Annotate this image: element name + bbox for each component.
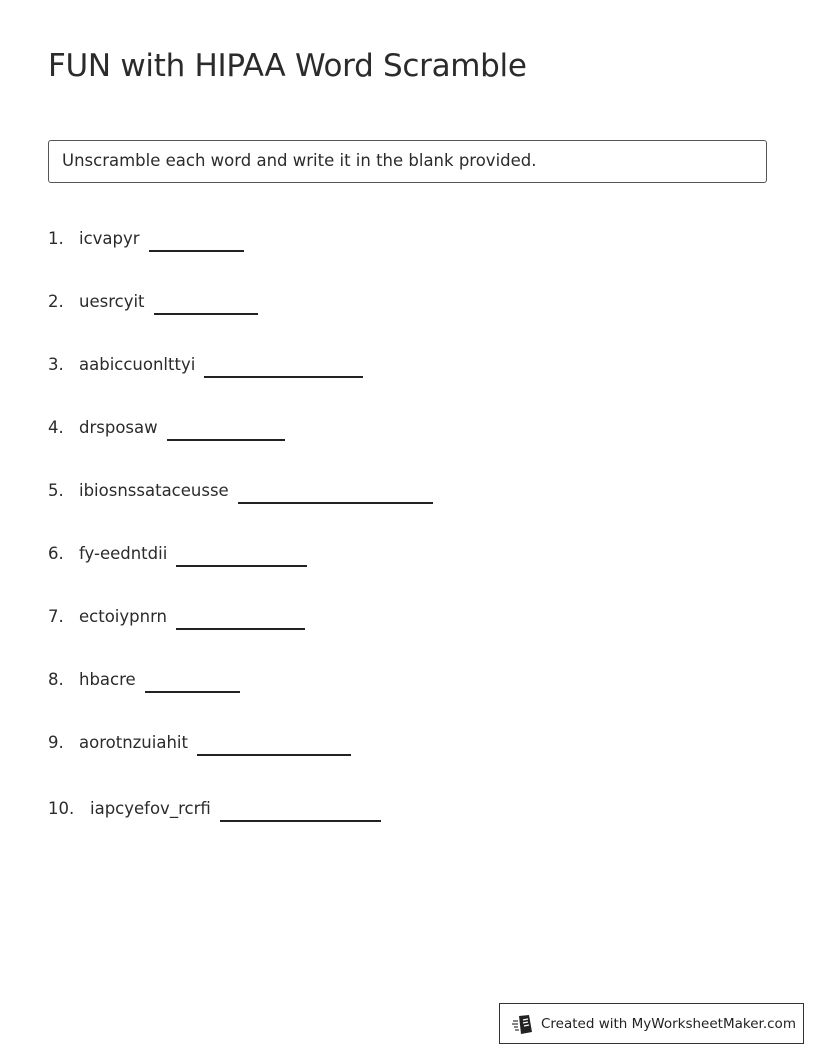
scrambled-word: hbacre <box>79 670 136 689</box>
answer-blank[interactable] <box>220 819 381 822</box>
list-item <box>48 794 381 818</box>
answer-blank[interactable] <box>149 249 244 252</box>
scrambled-word: fy-eedntdii <box>79 544 168 563</box>
scrambled-word: iapcyefov_rcrfi <box>90 799 211 818</box>
item-number: 9. <box>48 733 64 752</box>
list-item <box>48 350 363 374</box>
worksheet-logo-icon <box>512 1013 534 1035</box>
answer-blank[interactable] <box>204 375 363 378</box>
footer-text: Created with MyWorksheetMaker.com <box>541 1015 796 1032</box>
scrambled-word: ibiosnssataceusse <box>79 481 229 500</box>
item-number: 7. <box>48 607 64 626</box>
list-item <box>48 728 351 752</box>
instructions-box <box>48 140 767 183</box>
item-number: 1. <box>48 229 64 248</box>
answer-blank[interactable] <box>167 438 285 441</box>
item-number: 10. <box>48 799 75 818</box>
scrambled-word: aabiccuonlttyi <box>79 355 196 374</box>
item-number: 8. <box>48 670 64 689</box>
answer-blank[interactable] <box>154 312 258 315</box>
list-item <box>48 665 240 689</box>
page-title: FUN with HIPAA Word Scramble <box>48 48 527 84</box>
answer-blank[interactable] <box>197 753 351 756</box>
list-item <box>48 224 244 248</box>
footer-credit[interactable] <box>499 1003 804 1044</box>
instructions-text: Unscramble each word and write it in the blank provided. <box>62 151 537 170</box>
list-item <box>48 602 305 626</box>
item-number: 5. <box>48 481 64 500</box>
list-item <box>48 539 307 563</box>
item-number: 3. <box>48 355 64 374</box>
item-number: 6. <box>48 544 64 563</box>
answer-blank[interactable] <box>145 690 240 693</box>
list-item <box>48 413 285 437</box>
item-number: 4. <box>48 418 64 437</box>
scrambled-word: ectoiypnrn <box>79 607 168 626</box>
item-number: 2. <box>48 292 64 311</box>
scrambled-word: drsposaw <box>79 418 158 437</box>
scrambled-word: icvapyr <box>79 229 140 248</box>
answer-blank[interactable] <box>238 501 433 504</box>
list-item <box>48 476 433 500</box>
answer-blank[interactable] <box>176 564 307 567</box>
list-item <box>48 287 258 311</box>
scrambled-word: aorotnzuiahit <box>79 733 188 752</box>
scrambled-word: uesrcyit <box>79 292 145 311</box>
answer-blank[interactable] <box>176 627 305 630</box>
